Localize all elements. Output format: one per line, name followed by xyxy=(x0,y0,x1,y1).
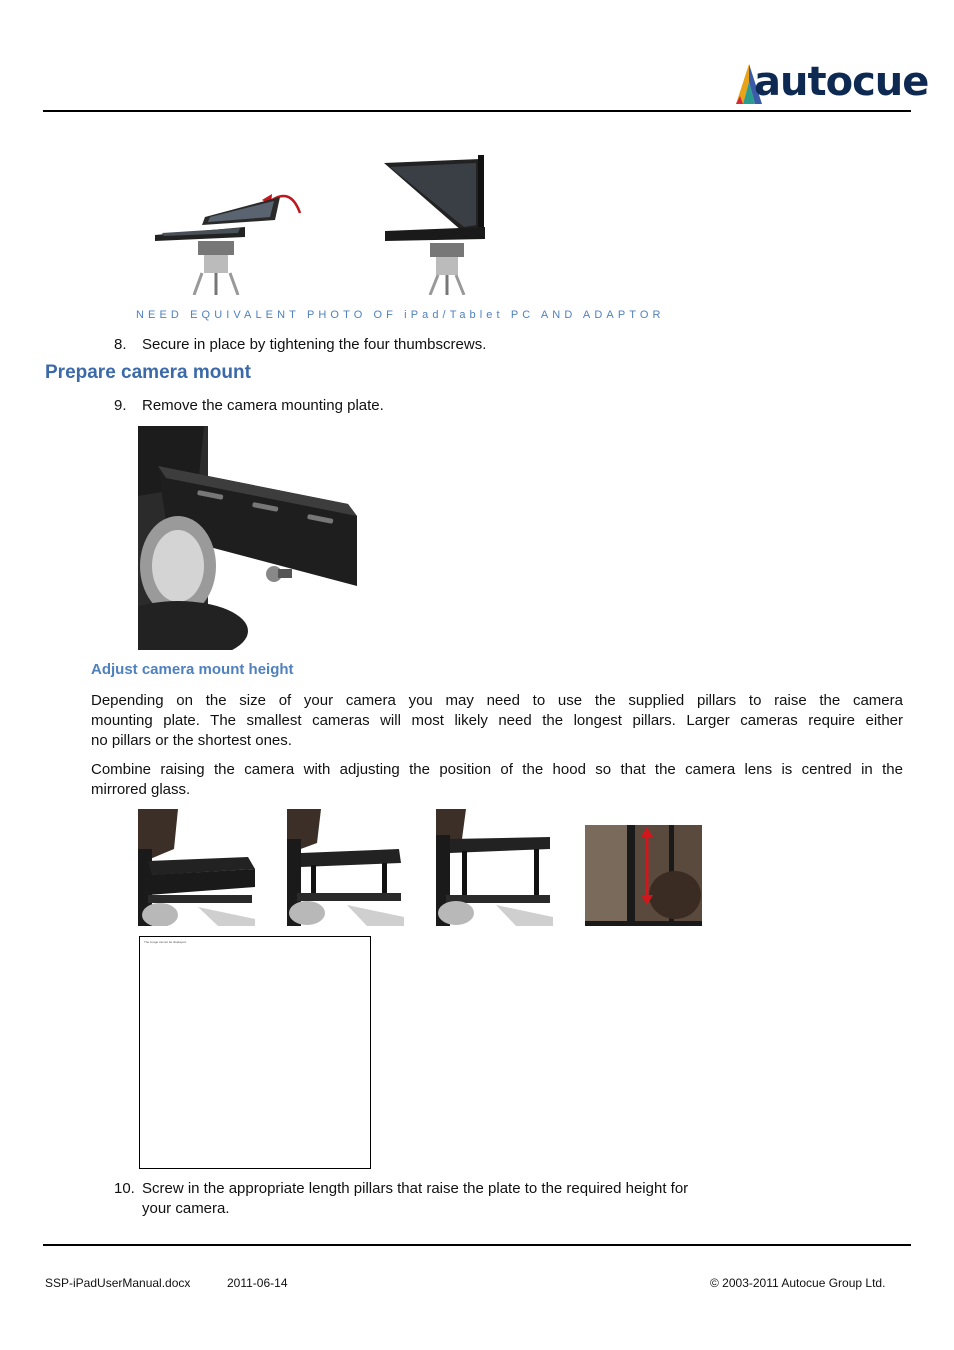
figure-caption: NEED EQUIVALENT PHOTO OF iPad/Tablet PC AND ADAPTOR xyxy=(136,309,665,321)
step-number: 9. xyxy=(114,397,127,414)
step-number: 8. xyxy=(114,336,127,353)
missing-image-text: The image cannot be displayed. xyxy=(144,940,187,944)
hood-adjust-photo xyxy=(585,825,702,926)
section-heading: Prepare camera mount xyxy=(45,362,251,383)
paragraph-hood xyxy=(91,760,903,800)
logo-wordmark: autocue xyxy=(754,59,929,105)
paragraph-line: no pillars or the shortest ones. xyxy=(91,732,292,749)
camera-mounting-plate-photo xyxy=(138,426,357,650)
paragraph-line: mounting plate. The smallest cameras will most likely need the longest pillars. Larger cameras require either xyxy=(91,712,903,729)
no-pillars-photo xyxy=(138,809,255,926)
paragraph-line: Depending on the size of your camera you may need to use the supplied pillars to raise the camera xyxy=(91,692,903,709)
step-8 xyxy=(114,335,894,355)
step-text: Remove the camera mounting plate. xyxy=(142,397,384,414)
step-10 xyxy=(114,1179,894,1219)
prompter-folding-icon xyxy=(150,165,310,295)
paragraph-pillars xyxy=(91,691,903,751)
autocue-logo xyxy=(734,59,929,108)
paragraph-line: Combine raising the camera with adjusting the position of the hood so that the camera lens is centred in the xyxy=(91,761,903,778)
footer-rule xyxy=(43,1244,911,1246)
step-number: 10. xyxy=(114,1180,135,1197)
footer-copyright: © 2003-2011 Autocue Group Ltd. xyxy=(710,1276,886,1290)
step-text: Screw in the appropriate length pillars that raise the plate to the required height for xyxy=(142,1180,689,1197)
missing-image-frame xyxy=(139,936,371,1169)
footer-date: 2011-06-14 xyxy=(227,1276,288,1290)
long-pillars-photo xyxy=(436,809,553,926)
step-text-continued: your camera. xyxy=(142,1200,230,1217)
step-9 xyxy=(114,396,894,416)
footer-filename: SSP-iPadUserManual.docx xyxy=(45,1276,191,1290)
prompter-open-icon xyxy=(380,155,495,295)
short-pillars-photo xyxy=(287,809,404,926)
header-rule xyxy=(43,110,911,112)
step-text: Secure in place by tightening the four thumbscrews. xyxy=(142,336,487,353)
subsection-heading: Adjust camera mount height xyxy=(91,661,294,678)
paragraph-line: mirrored glass. xyxy=(91,781,191,798)
